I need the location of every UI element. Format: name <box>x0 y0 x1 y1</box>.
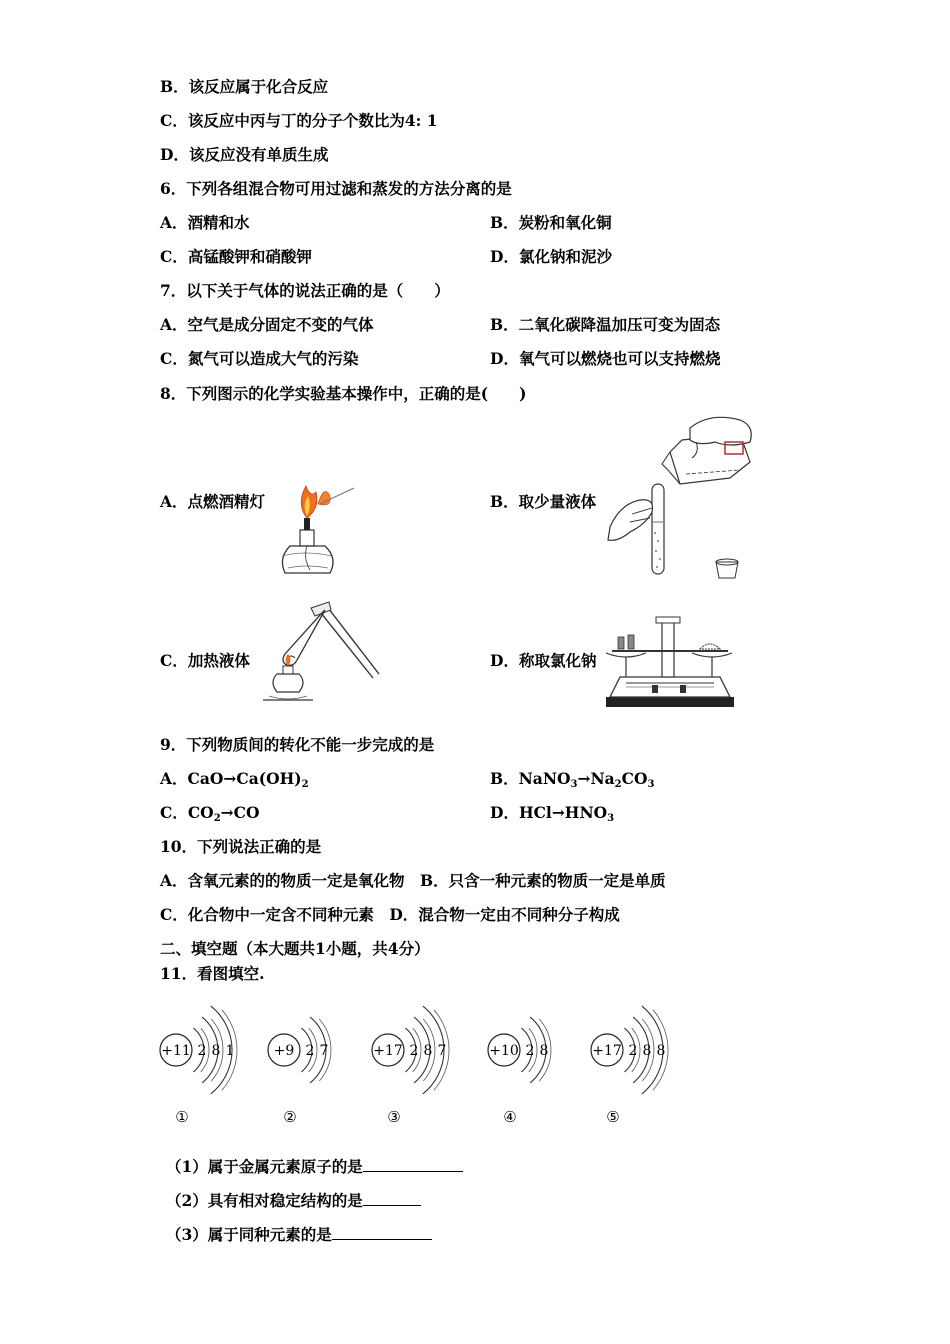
q8-option-b: B．取少量液体 <box>490 492 597 511</box>
answer-blank-3[interactable] <box>332 1224 432 1240</box>
atom-label: ③ <box>387 1108 401 1126</box>
q8-option-a: A．点燃酒精灯 <box>160 492 266 511</box>
nucleus-charge: +17 <box>592 1043 622 1059</box>
shell-electron-count: 8 <box>211 1043 221 1059</box>
q10-options-ab: A．含氧元素的的物质一定是氧化物 B．只含一种元素的物质一定是单质 <box>160 871 666 890</box>
q9-option-b: B．$NaNO_3\to Na_2CO_3$ <box>490 769 655 790</box>
q8-stem: 8．下列图示的化学实验基本操作中，正确的是( ) <box>160 384 527 403</box>
shell-electron-count: 8 <box>656 1043 666 1059</box>
shell-electron-count: 8 <box>642 1043 652 1059</box>
section-title: 二、填空题（本大题共1小题，共4分） <box>160 939 430 958</box>
shell-electron-count: 8 <box>539 1043 549 1059</box>
shell-electron-count: 2 <box>197 1043 207 1059</box>
balance-weighing-figure <box>600 615 740 710</box>
q5-option-b: B．该反应属于化合反应 <box>160 77 329 96</box>
q5-option-d: D．该反应没有单质生成 <box>160 145 329 164</box>
q10-options-cd: C．化合物中一定含不同种元素 D．混合物一定由不同种分子构成 <box>160 905 620 924</box>
shell-electron-count: 1 <box>225 1043 235 1059</box>
q11-sub2: （2）具有相对稳定结构的是 <box>166 1190 421 1211</box>
shell-electron-count: 7 <box>319 1043 329 1059</box>
q8-option-d: D．称取氯化钠 <box>490 651 597 670</box>
nucleus-charge: +10 <box>489 1043 519 1059</box>
test-tube-pouring-figure <box>600 412 755 582</box>
shell-electron-count: 2 <box>409 1043 419 1059</box>
q7-option-b: B．二氧化碳降温加压可变为固态 <box>490 315 721 334</box>
heating-liquid-figure <box>255 600 380 710</box>
atom-label: ④ <box>503 1108 517 1126</box>
answer-blank-2[interactable] <box>363 1190 421 1206</box>
shell-electron-count: 2 <box>305 1043 315 1059</box>
q6-option-d: D．氯化钠和泥沙 <box>490 247 612 266</box>
shell-electron-count: 2 <box>525 1043 535 1059</box>
q9-stem: 9．下列物质间的转化不能一步完成的是 <box>160 735 435 754</box>
atom-diagram <box>591 1006 668 1126</box>
q7-stem: 7．以下关于气体的说法正确的是（ ） <box>160 281 450 300</box>
q7-option-a: A．空气是成分固定不变的气体 <box>160 315 374 334</box>
shell-electron-count: 2 <box>628 1043 638 1059</box>
q11-sub3: （3）属于同种元素的是 <box>166 1224 432 1245</box>
q9-option-a: A．$CaO\to Ca(OH)_2$ <box>160 769 309 790</box>
answer-blank-1[interactable] <box>363 1156 463 1172</box>
q10-stem: 10．下列说法正确的是 <box>160 837 322 856</box>
q6-option-a: A．酒精和水 <box>160 213 250 232</box>
atom-diagram <box>488 1017 551 1126</box>
atom-structure-diagrams <box>150 990 710 1135</box>
q7-option-c: C．氮气可以造成大气的污染 <box>160 349 359 368</box>
q11-stem: 11．看图填空. <box>160 964 265 983</box>
atom-label: ⑤ <box>606 1108 620 1126</box>
atom-diagram <box>372 1006 449 1126</box>
shell-electron-count: 7 <box>437 1043 447 1059</box>
atom-label: ① <box>175 1108 189 1126</box>
nucleus-charge: +9 <box>273 1043 295 1059</box>
q8-option-c: C．加热液体 <box>160 651 250 670</box>
q5-option-c: C．该反应中丙与丁的分子个数比为4: 1 <box>160 111 438 130</box>
q11-sub1: （1）属于金属元素原子的是 <box>166 1156 463 1177</box>
nucleus-charge: +17 <box>373 1043 403 1059</box>
alcohol-lamp-lighting-figure <box>270 478 360 583</box>
atom-label: ② <box>283 1108 297 1126</box>
atom-diagram <box>268 1017 331 1126</box>
q9-option-c: C．$CO_2\to CO$ <box>160 803 260 824</box>
shell-electron-count: 8 <box>423 1043 433 1059</box>
atom-diagram <box>160 1006 237 1126</box>
q6-option-c: C．高锰酸钾和硝酸钾 <box>160 247 312 266</box>
nucleus-charge: +11 <box>161 1043 191 1059</box>
q6-stem: 6．下列各组混合物可用过滤和蒸发的方法分离的是 <box>160 179 512 198</box>
q6-option-b: B．炭粉和氧化铜 <box>490 213 612 232</box>
q9-option-d: D．$HCl\to HNO_3$ <box>490 803 615 824</box>
q7-option-d: D．氧气可以燃烧也可以支持燃烧 <box>490 349 721 368</box>
